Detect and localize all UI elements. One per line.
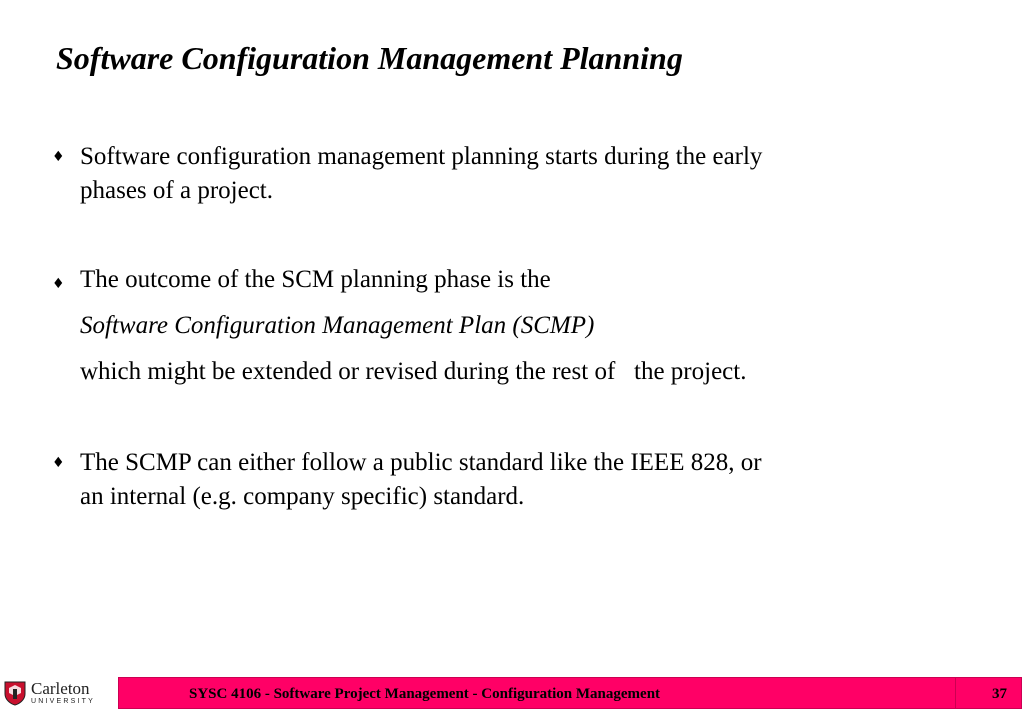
footer-divider [955, 678, 956, 708]
diamond-bullet-icon: ♦ [52, 149, 65, 165]
carleton-crest-icon [3, 680, 27, 706]
bullet-text [80, 140, 952, 208]
logo-name: Carleton [31, 679, 90, 698]
bullet-item-scm-outcome [52, 263, 952, 395]
page-number: 37 [992, 686, 1007, 702]
bullet-line: The SCMP can either follow a public standard like the IEEE 828, or [80, 449, 762, 476]
logo-subtitle: UNIVERSITY [31, 698, 96, 705]
slide-footer [0, 677, 1024, 709]
diamond-bullet-icon: ♦ [52, 455, 65, 471]
course-title: SYSC 4106 - Software Project Management - Configuration Management [189, 686, 661, 702]
bullet-line: which might be extended or revised during the rest of the project. [80, 358, 747, 385]
carleton-logo [3, 677, 115, 709]
bullet-text [80, 446, 952, 514]
footer-bar [118, 677, 1022, 709]
bullet-text [80, 257, 952, 395]
bullet-line: an internal (e.g. company specific) standard. [80, 483, 525, 510]
diamond-bullet-icon: ♦ [52, 276, 65, 292]
scmp-emphasis-line: Software Configuration Management Plan (SCMP) [80, 312, 595, 339]
bullet-item-scm-planning-start [52, 140, 952, 208]
slide-title: Software Configuration Management Planning [56, 40, 683, 76]
bullet-line: phases of a project. [80, 177, 273, 204]
bullet-item-scmp-standard [52, 446, 952, 514]
bullet-line: The outcome of the SCM planning phase is the [80, 266, 551, 293]
bullet-line: Software configuration management planning starts during the early [80, 143, 763, 170]
logo-wordmark [31, 680, 95, 706]
